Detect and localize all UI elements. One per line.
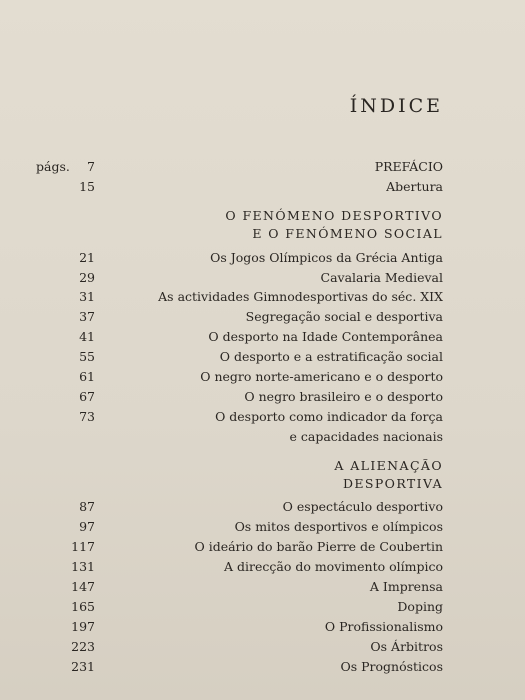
entry-title: Os Jogos Olímpicos da Grécia Antiga: [210, 250, 443, 265]
index-title: ÍNDICE: [349, 95, 443, 117]
page-number: 147: [71, 579, 95, 594]
page-number: 37: [79, 309, 95, 324]
section-title: A ALIENAÇÃO: [334, 458, 443, 473]
entry-title: O negro norte-americano e o desporto: [200, 369, 443, 384]
toc-entry: [0, 577, 525, 597]
page-number: 15: [79, 179, 95, 194]
entry-title: O desporto e a estratificação social: [219, 349, 443, 364]
page-number: 197: [71, 619, 95, 634]
entry-title: Os mitos desportivos e olímpicos: [234, 519, 443, 534]
entry-title: A Imprensa: [369, 579, 443, 594]
entry-title: Abertura: [386, 179, 443, 194]
section-heading: [0, 456, 525, 476]
page-number: 165: [71, 599, 95, 614]
toc-entry: [0, 287, 525, 307]
toc-entry: [0, 387, 525, 407]
page-number: 73: [79, 409, 95, 424]
page-number: 29: [79, 270, 95, 285]
page-number: 21: [79, 250, 95, 265]
toc-entry: [0, 248, 525, 268]
toc-entry: [0, 347, 525, 367]
toc-entry: [0, 637, 525, 657]
entry-title: As actividades Gimnodesportivas do séc. XIX: [158, 289, 443, 304]
page-number: 97: [79, 519, 95, 534]
entry-title: A direcção do movimento olímpico: [224, 559, 443, 574]
page-number: 131: [71, 559, 95, 574]
page-number: 7: [87, 159, 95, 174]
page-number: 117: [71, 539, 95, 554]
entry-title: Doping: [397, 599, 443, 614]
toc-entry: [0, 307, 525, 327]
toc-entry: [0, 657, 525, 677]
entry-title: O desporto como indicador da força: [215, 409, 443, 424]
pages-label: págs.: [36, 159, 70, 174]
entry-title: e capacidades nacionais: [289, 429, 443, 444]
section-title: DESPORTIVA: [342, 476, 443, 491]
page-number: 41: [79, 329, 95, 344]
entry-title: O Profissionalismo: [324, 619, 443, 634]
toc-entry: [0, 407, 525, 427]
page-number: 87: [79, 499, 95, 514]
page-number: 61: [79, 369, 95, 384]
section-heading: [0, 224, 525, 244]
section-title: O FENÓMENO DESPORTIVO: [225, 208, 443, 223]
toc-entry: [0, 268, 525, 288]
entry-title: Cavalaria Medieval: [320, 270, 443, 285]
section-heading: [0, 206, 525, 226]
page-number: 67: [79, 389, 95, 404]
toc-entry: [0, 537, 525, 557]
toc-entry: [0, 517, 525, 537]
entry-title: Os Árbitros: [370, 639, 443, 654]
section-heading: [0, 474, 525, 494]
page-number: 231: [71, 659, 95, 674]
toc-entry: [0, 177, 525, 197]
entry-title: Os Prognósticos: [340, 659, 443, 674]
entry-title: O espectáculo desportivo: [282, 499, 443, 514]
entry-title: O desporto na Idade Contemporânea: [208, 329, 443, 344]
entry-title: PREFÁCIO: [374, 159, 443, 174]
page-number: 223: [71, 639, 95, 654]
entry-title: O negro brasileiro e o desporto: [244, 389, 443, 404]
toc-entry: [0, 157, 525, 177]
toc-entry: [0, 557, 525, 577]
page-number: 31: [79, 289, 95, 304]
toc-entry: [0, 597, 525, 617]
page-number: 55: [79, 349, 95, 364]
toc-entry: [0, 367, 525, 387]
toc-entry: [0, 327, 525, 347]
toc-entry: [0, 617, 525, 637]
entry-title: Segregação social e desportiva: [245, 309, 443, 324]
entry-title: O ideário do barão Pierre de Coubertin: [194, 539, 443, 554]
toc-entry-continued: [0, 427, 525, 447]
toc-entry: [0, 497, 525, 517]
section-title: E O FENÓMENO SOCIAL: [252, 226, 443, 241]
